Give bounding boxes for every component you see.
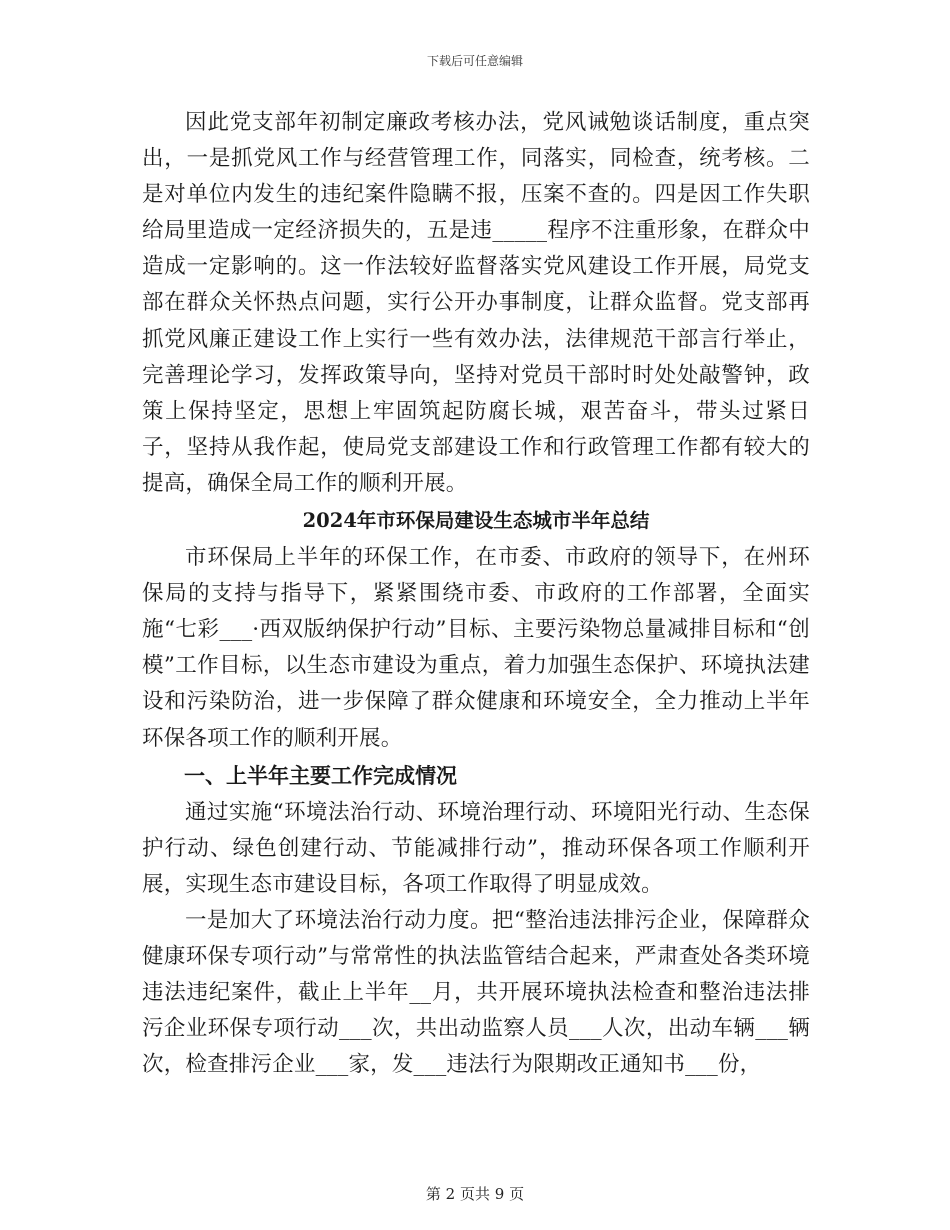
paragraph-party-discipline: 因此党支部年初制定廉政考核办法，党风诫勉谈话制度，重点突出，一是抓党风工作与经营管理工作，同落实，同检查，统考核。二是对单位内发生的违纪案件隐瞒不报，压案不查的。四是因工作失职给局里造成一定经济损失的，五是违_____程序不注重形象，在群众中造成一定影响的。这一作法较好监督落实党风建设工作开展，局党支部在群众关怀热点问题，实行公开办事制度，让群众监督。党支部再抓党风廉正建设工作上实行一些有效办法，法律规范干部言行举止，完善理论学习，发挥政策导向，坚持对党员干部时时处处敲警钟，政策上保持坚定，思想上牢固筑起防腐长城，艰苦奋斗，带头过紧日子，坚持从我作起，使局党支部建设工作和行政管理工作都有较大的提高，确保全局工作的顺利开展。: [142, 110, 810, 496]
paragraph-law-enforcement: 一是加大了环境法治行动力度。把“整治违法排污企业，保障群众健康环保专项行动”与常常性的执法监管结合起来，严肃查处各类环境违法违纪案件，截止上半年__月，共开展环境执法检查和整治违法排污企业环保专项行动___次，共出动监察人员___人次，出动车辆___辆次，检查排污企业___家，发___违法行为限期改正通知书___份，: [142, 907, 810, 1078]
section-heading: 一、上半年主要工作完成情况: [184, 762, 457, 788]
document-body: [142, 105, 810, 1083]
paragraph-actions: 通过实施“环境法治行动、环境治理行动、环境阳光行动、生态保护行动、绿色创建行动、节能减排行动”，推动环保各项工作顺利开展，实现生态市建设目标，各项工作取得了明显成效。: [142, 799, 810, 897]
document-title: 2024年市环保局建设生态城市半年总结: [302, 509, 650, 533]
paragraph-intro: 市环保局上半年的环保工作，在市委、市政府的领导下，在州环保局的支持与指导下，紧紧围绕市委、市政府的工作部署，全面实施“七彩___·西双版纳保护行动”目标、主要污染物总量减排目标和“创模”工作目标，以生态市建设为重点，着力加强生态保护、环境执法建设和污染防治，进一步保障了群众健康和环境安全，全力推动上半年环保各项工作的顺利开展。: [142, 545, 810, 751]
page-header: 下载后可任意编辑: [426, 54, 523, 68]
page-footer: 第 2 页共 9 页: [425, 1185, 525, 1203]
